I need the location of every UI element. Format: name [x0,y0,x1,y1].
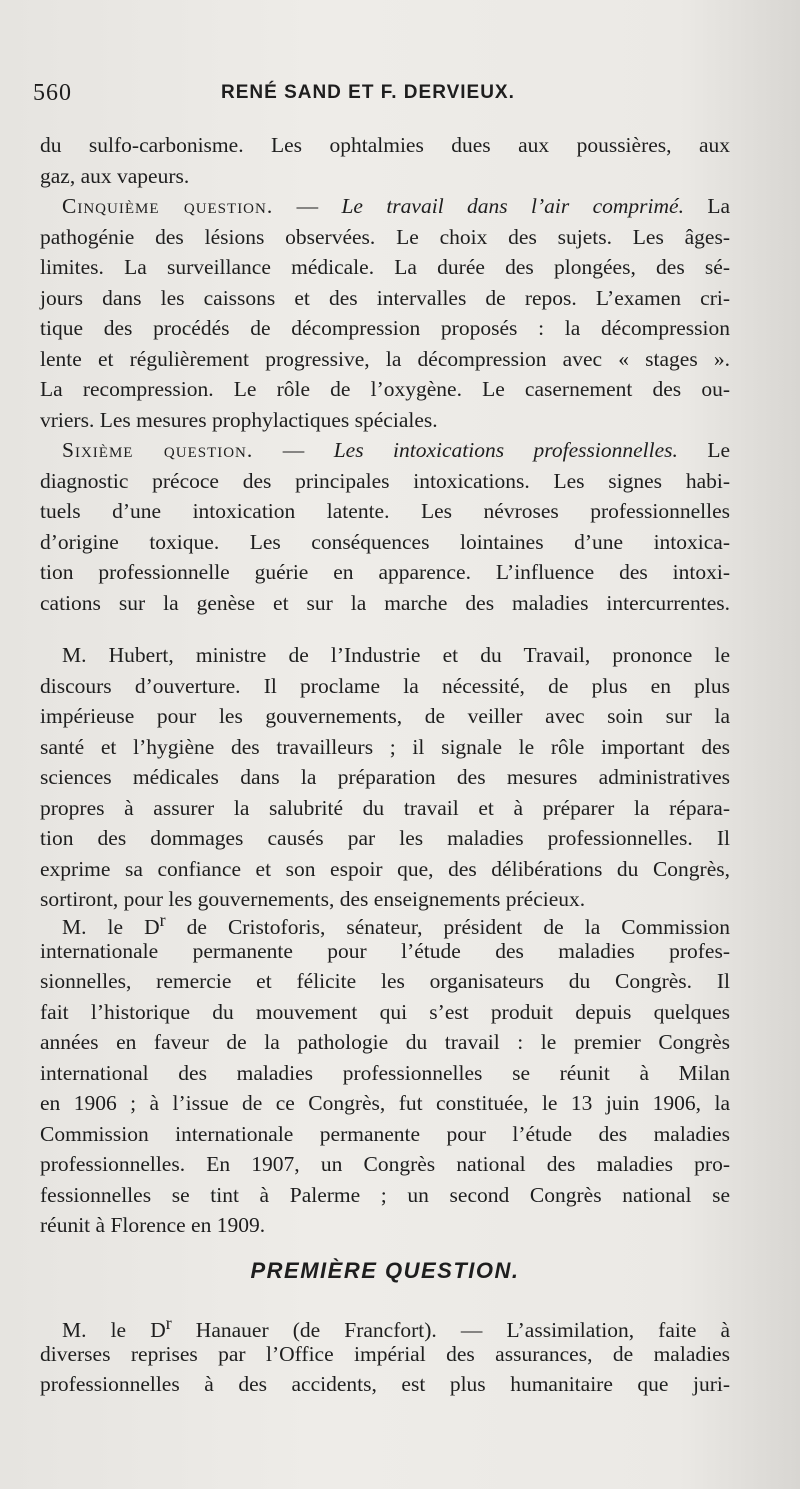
text-line: M. Hubert, ministre de l’Industrie et du Travail, prononce le [62,643,730,667]
text-line: d’origine toxique. Les conséquences lointaines d’une intoxica- [40,529,730,554]
text-line: fessionnelles se tint à Palerme ; un second Congrès national se [40,1182,730,1207]
text-line: tion des dommages causés par les maladies professionnelles. Il [40,826,730,850]
text-line: pathogénie des lésions observées. Le choix des sujets. Les âges- [40,224,730,249]
text-line: impérieuse pour les gouvernements, de veiller avec soin sur la [40,704,730,728]
text-line: santé et l’hygiène des travailleurs ; il signale le rôle important des [40,734,730,759]
paragraph-question-5 [40,191,730,435]
em-dash: — [253,438,334,462]
text-line: sionnelles, remercie et félicite les organisateurs du Congrès. Il [40,969,730,993]
text-line: en 1906 ; à l’issue de ce Congrès, fut constituée, le 13 juin 1906, la [40,1091,730,1115]
paragraph-cristoforis [40,905,730,1241]
question-5-heading-line [40,191,730,222]
text-line: limites. La surveillance médicale. La durée des plongées, des sé- [40,255,730,279]
text-line: diagnostic précoce des principales intoxications. Les signes habi- [40,468,730,493]
line-tail: Le [677,438,731,462]
text-line: jours dans les caissons et des intervalles de repos. L’examen cri- [40,285,730,310]
text-line: exprime sa confiance et son espoir que, des délibérations du Congrès, [40,856,730,881]
text-line: discours d’ouverture. Il proclame la nécessité, de plus en plus [40,673,730,698]
em-dash: — [273,194,342,218]
text-line: fait l’historique du mouvement qui s’est produit depuis quelques [40,999,730,1024]
paragraph-continuation [40,130,730,191]
text-fragment: M. le D [62,1318,166,1343]
section-heading: PREMIÈRE QUESTION. [250,1258,520,1283]
paragraph-hubert [40,640,730,915]
page-number: 560 [33,80,72,106]
text-fragment: Hanauer (de Francfort). — L’assimilation, faite à [171,1318,730,1343]
text-line: tuels d’une intoxication latente. Les névroses professionnelles [40,499,730,523]
text-line: professionnelles. En 1907, un Congrès national des maladies pro- [40,1152,730,1176]
text-line: du sulfo-carbonisme. Les ophtalmies dues aux poussières, aux [40,133,730,157]
text-line: cations sur la genèse et sur la marche des maladies intercurrentes. [40,590,730,615]
superscript: r [165,1313,172,1333]
text-line: diverses reprises par l’Office impérial des assurances, de maladies [40,1341,730,1366]
question-title: Les intoxications professionnelles. [333,438,678,462]
text-line: lente et régulièrement progressive, la décompression avec « stages ». [40,346,730,371]
question-6-heading-line [40,435,730,466]
text-line: années en faveur de la pathologie du travail : le premier Congrès [40,1030,730,1054]
text-line: gaz, aux vapeurs. [40,163,190,188]
text-fragment: M. le D [62,915,160,940]
text-line: tique des procédés de décompression proposés : la décompression [40,316,730,340]
text-line: La recompression. Le rôle de l’oxygène. Le casernement des ou- [40,377,730,401]
text-line: Commission internationale permanente pour l’étude des maladies [40,1121,730,1146]
text-line: sciences médicales dans la préparation des mesures administratives [40,765,730,789]
question-title: Le travail dans l’air comprimé. [341,194,684,218]
running-head: RENÉ SAND ET F. DERVIEUX. [221,82,515,103]
text-line: international des maladies professionnelles se réunit à Milan [40,1060,730,1085]
superscript: r [159,910,166,930]
text-line: internationale permanente pour l’étude des maladies profes- [40,938,730,963]
text-line [40,1308,730,1343]
question-label: Cinquième question. [62,194,274,218]
question-label: Sixième question. [62,438,254,462]
text-line: tion professionnelle guérie en apparence. L’influence des intoxi- [40,560,730,584]
paragraph-question-6 [40,435,730,618]
text-line: vriers. Les mesures prophylactiques spéciales. [40,407,438,432]
text-line: réunit à Florence en 1909. [40,1213,266,1237]
text-line [40,905,730,940]
text-fragment: de Cristoforis, sénateur, président de la Commission [165,915,730,940]
page-header [33,80,733,114]
text-line: professionnelles à des accidents, est plus humanitaire que juri- [40,1372,730,1396]
paragraph-hanauer [40,1308,730,1400]
text-line: propres à assurer la salubrité du travail et à préparer la répara- [40,795,730,820]
line-tail: La [683,194,731,218]
text-line: sortiront, pour les gouvernements, des enseignements précieux. [40,887,586,911]
